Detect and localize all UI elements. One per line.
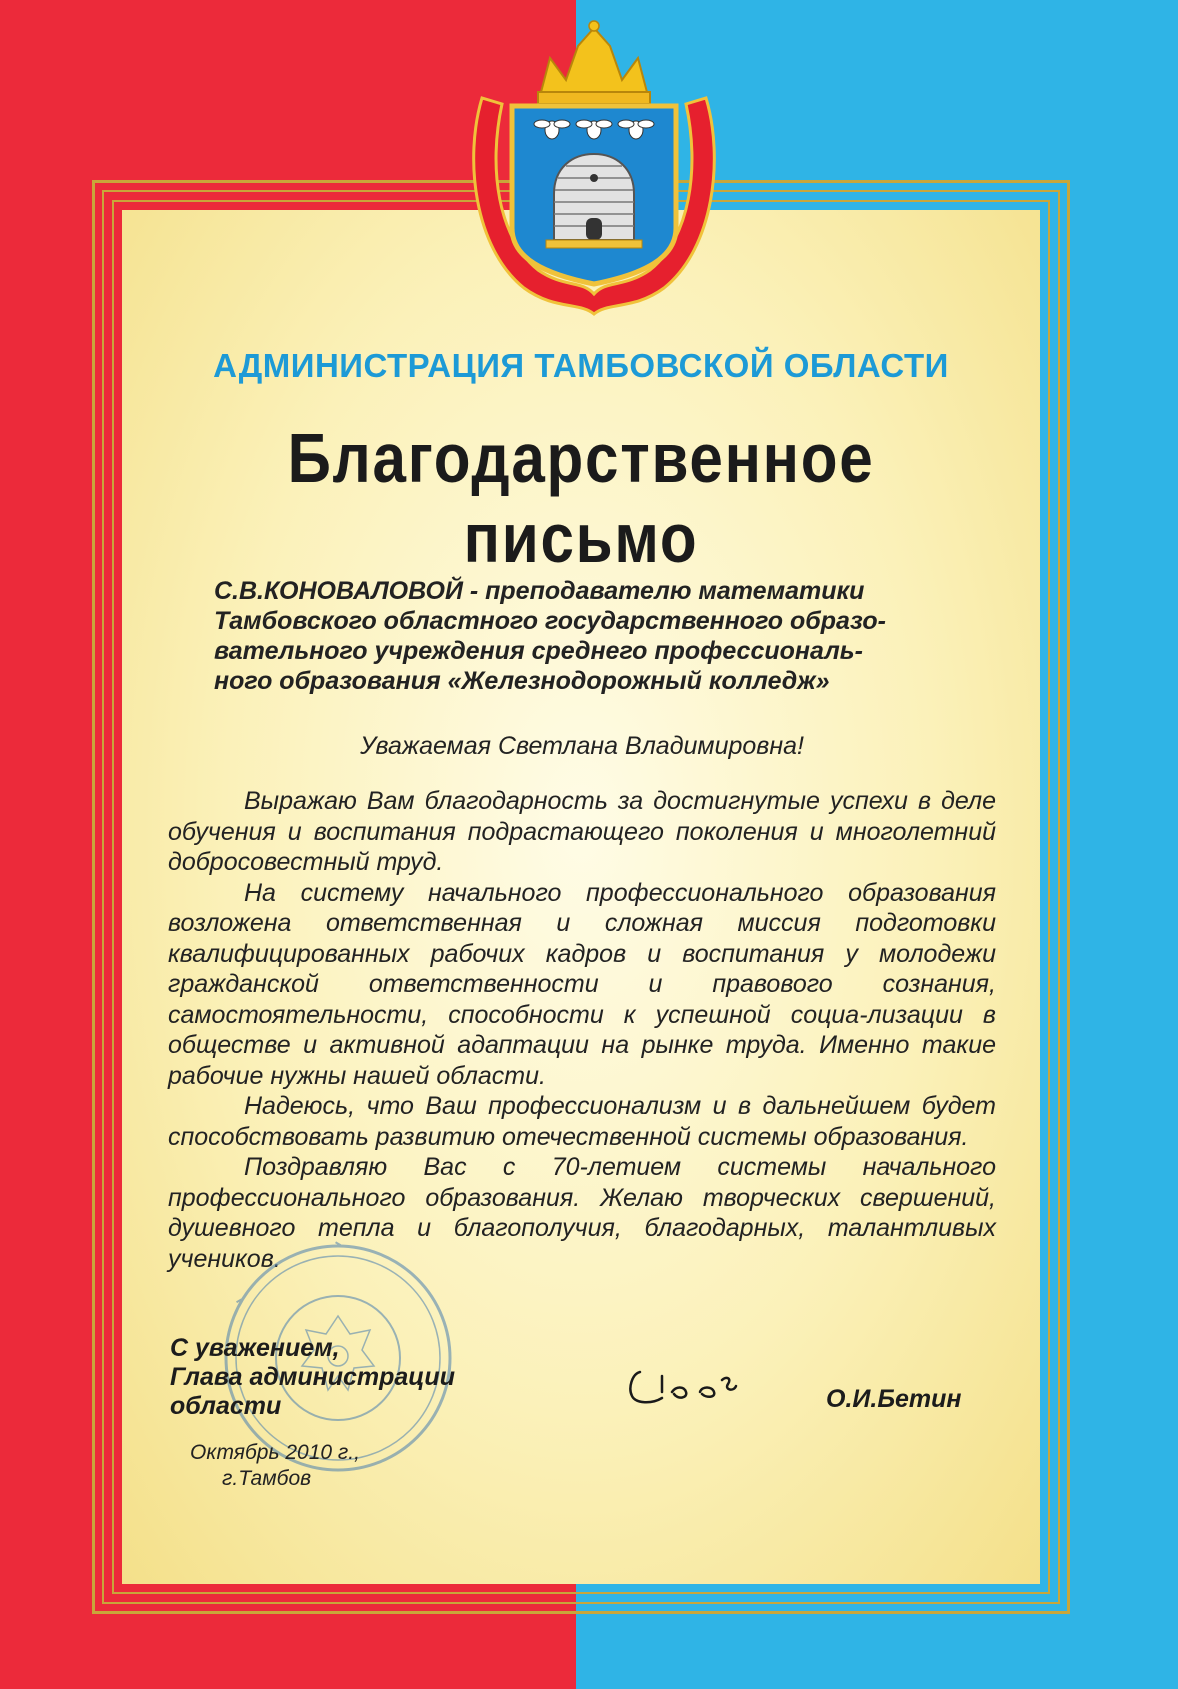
greeting: Уважаемая Светлана Владимировна!: [360, 732, 804, 760]
letter-body: [168, 786, 996, 1274]
issue-city: г.Тамбов: [222, 1467, 312, 1490]
date-place-block: [190, 1440, 360, 1492]
recipient-line: ного образования «Железнодорожный колледж»: [214, 667, 830, 695]
body-paragraph: Выражаю Вам благодарность за достигнутые успехи в деле обучения и воспитания подрастающего поколения и многолетний добросовестный труд.: [168, 787, 996, 876]
recipient-line: вательного учреждения среднего профессиональ-: [214, 637, 863, 665]
body-paragraph: Поздравляю Вас с 70-летием системы начального профессионального образования. Желаю творческих свершений, душевного тепла и благополучия, благодарных, талантливых учеников.: [168, 1153, 996, 1273]
issue-date: Октябрь 2010 г.,: [190, 1441, 360, 1464]
signer-name: О.И.Бетин: [826, 1385, 962, 1413]
tambov-coat-of-arms-icon: [454, 18, 734, 318]
recipient-line: Тамбовского областного государственного образо-: [214, 607, 886, 635]
signature-block: [170, 1334, 455, 1421]
organization-title: АДМИНИСТРАЦИЯ ТАМБОВСКОЙ ОБЛАСТИ: [213, 347, 949, 384]
recipient-line: С.В.КОНОВАЛОВОЙ - преподавателю математики: [214, 577, 865, 605]
body-paragraph: На систему начального профессионального образования возложена ответственная и сложная миссия подготовки квалифицированных рабочих кадров и воспитания у молодежи гражданской ответственности и правового сознания, самостоятельности, способности к успешной социа-лизации в обществе и активной адаптации на рынке труда. Именно такие рабочие нужны нашей области.: [168, 878, 996, 1090]
handwritten-signature-icon: [622, 1362, 752, 1412]
closing-line: С уважением,: [170, 1334, 340, 1362]
signer-title-line: Глава администрации: [170, 1363, 455, 1391]
body-paragraph: Надеюсь, что Ваш профессионализм и в дальнейшем будет способствовать развитию отечественной системы образования.: [168, 1092, 996, 1151]
document-title: Благодарственное письмо: [287, 419, 875, 577]
recipient-block: [214, 576, 994, 696]
signer-title-line: области: [170, 1392, 282, 1420]
